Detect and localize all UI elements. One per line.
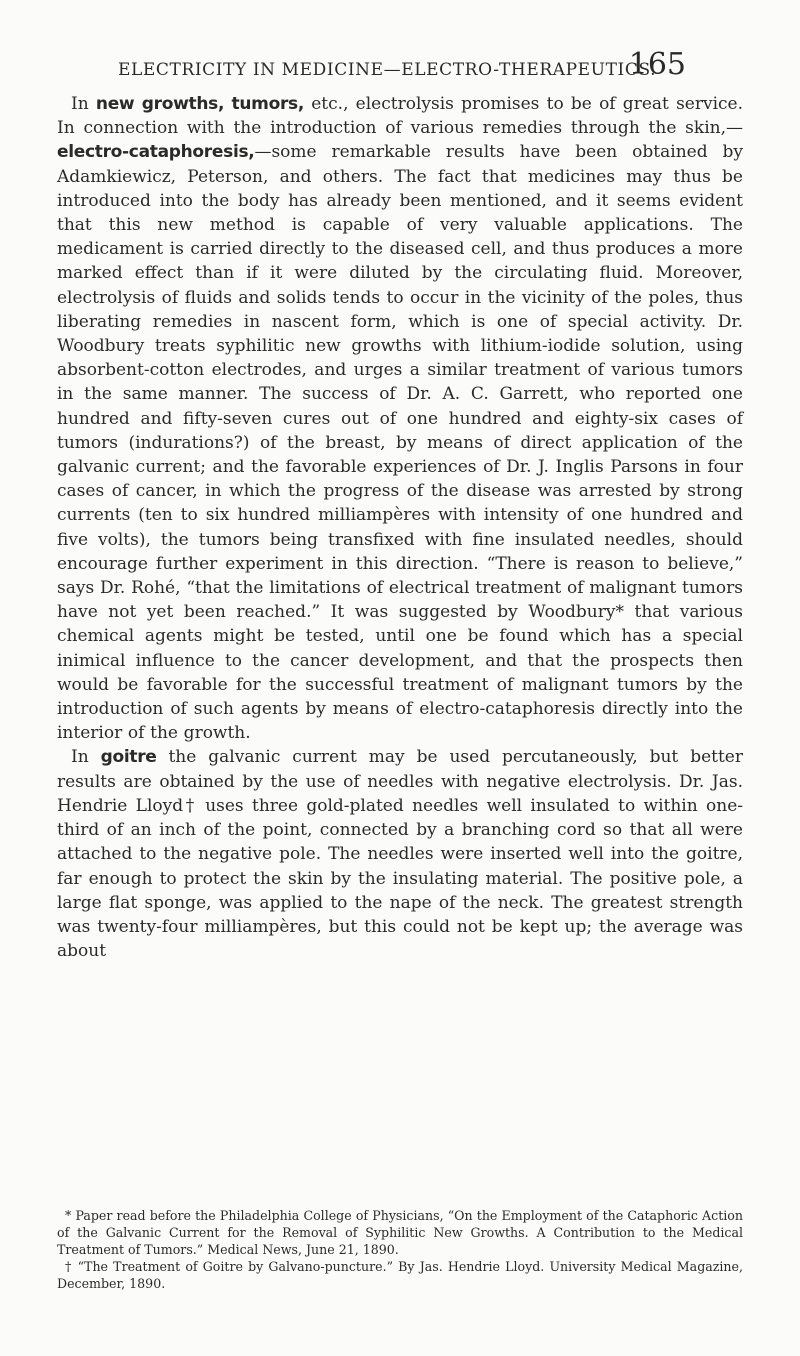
text-run: —some remarkable results have been obtained by Adamkiewicz, Peterson, and others. The fact that medicines may thus be introduced into the body has already been mentioned, and it seems evident that this new method is capable of very valuable applications. The medicament is carried directly to the diseased cell, and thus produces a more marked effect than if it were diluted by the circulating fluid. Moreover, electrolysis of fluids and solids tends to occur in the vicinity of the poles, thus liberating remedies in nascent form, which is one of special activity. Dr. Woodbury treats syphilitic new growths with lithium-iodide solution, using absorbent-cotton electrodes, and urges a similar treatment of various tumors in the same manner. The success of Dr. A. C. Garrett, who reported one hundred and fifty-seven cures out of one hundred and eighty-six cases of tumors (indurations?) of the breast, by means of direct application of the galvanic current; and the favorable experiences of Dr. J. Inglis Parsons in four cases of cancer, in which the progress of the disease was arrested by strong currents (ten to six hundred milliampères with intensity of one hundred and five volts), the tumors being transfixed with fine insulated needles, should encourage further experiment in this direction. “There is reason to believe,” says Dr. Rohé, “that the limitations of electrical treatment of malignant tumors have not yet been reached.” It was suggested by Woodbury* that various chemical agents might be tested, until one be found which has a special inimical influence to the cancer development, and that the prospects then would be favorable for the successful treatment of malignant tumors by the introduction of such agents by means of electro-cataphoresis directly into the interior of the growth. [57,142,743,744]
paragraph-goitre [57,745,743,963]
body-text [57,92,743,963]
running-head: ELECTRICITY IN MEDICINE—ELECTRO-THERAPEUTICS. [118,60,657,80]
text-run: In [71,94,96,114]
bold-term: new growths, tumors, [95,94,305,114]
text-run: etc., electrolysis promises to be of great service. In connection with the introduction of various remedies through the skin,— [57,94,744,139]
text-run: the galvanic current may be used percutaneously, but better results are obtained by the use of needles with negative electrolysis. Dr. Jas. Hendrie Lloyd† uses three gold-plated needles well insulated to within one-third of an inch of the point, connected by a branching cord so that all were attached to the negative pole. The needles were inserted well into the goitre, far enough to protect the skin by the insulating material. The positive pole, a large flat sponge, was applied to the nape of the neck. The greatest strength was twenty-four milliampères, but this could not be kept up; the average was about [57,747,743,962]
bold-term: goitre [100,747,157,768]
bold-term: electro-cataphoresis, [57,142,255,163]
page-number: 165 [628,47,686,82]
text-run: In [71,747,101,768]
paragraph-tumors [57,92,743,745]
footnotes [57,1207,743,1292]
page-header [118,47,686,82]
footnote-2: † “The Treatment of Goitre by Galvano-puncture.” By Jas. Hendrie Lloyd. University Medical Magazine, December, 1890. [57,1259,743,1291]
footnote-1: * Paper read before the Philadelphia College of Physicians, “On the Employment of the Cataphoric Action of the Galvanic Current for the Removal of Syphilitic New Growths. A Contribution to the Medical Treatment of Tumors.” Medical News, June 21, 1890. [57,1208,743,1257]
